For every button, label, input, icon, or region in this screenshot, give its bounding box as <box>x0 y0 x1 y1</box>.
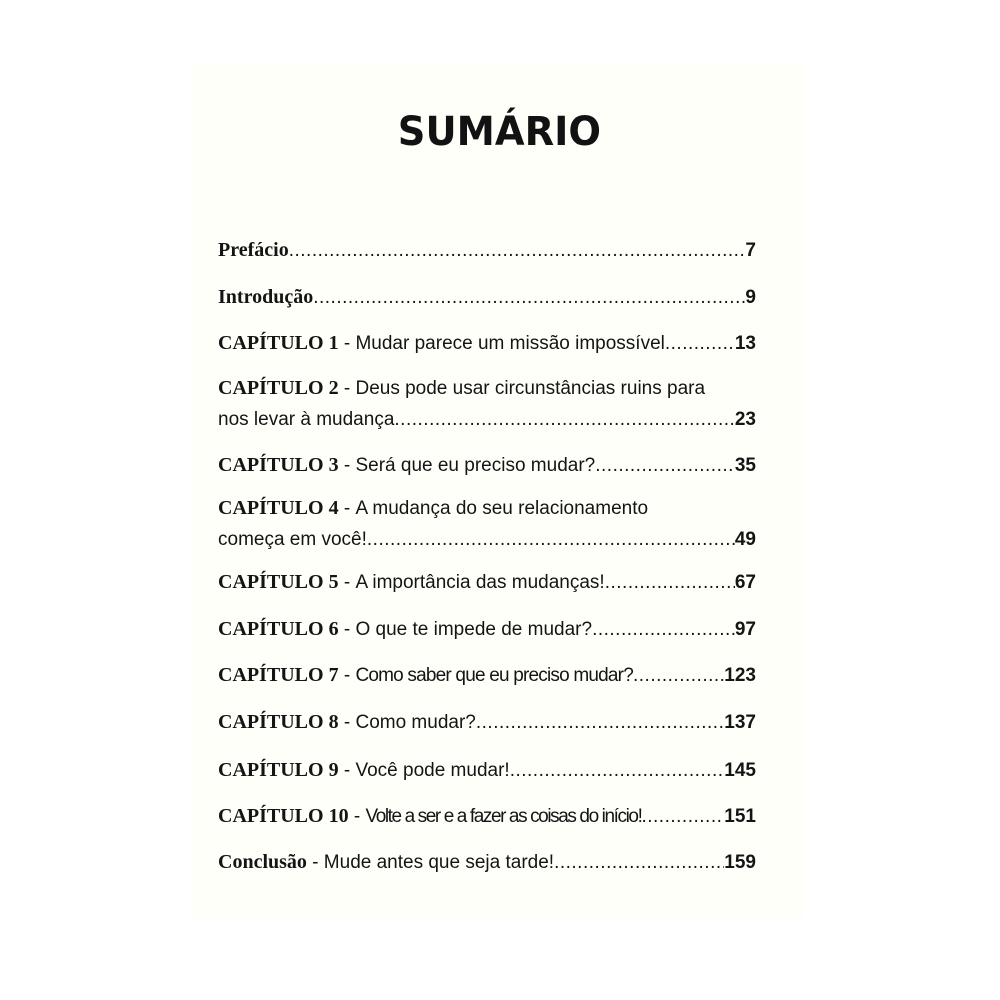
toc-entry-title: O que te impede de mudar? <box>355 619 593 640</box>
toc-page-number: 151 <box>724 806 756 827</box>
book-page <box>192 62 804 920</box>
toc-page-number: 23 <box>734 409 756 430</box>
dot-leader <box>367 524 735 556</box>
toc-page-number: 7 <box>745 240 756 261</box>
toc-separator: - <box>338 378 356 399</box>
toc-entry-title: Como mudar? <box>355 712 476 733</box>
toc-page-number: 35 <box>734 455 756 476</box>
toc-entry-title: Como saber que eu preciso mudar? <box>355 665 633 686</box>
toc-separator: - <box>338 455 356 476</box>
toc-separator: - <box>338 619 356 640</box>
dot-leader <box>289 235 746 266</box>
toc-page-number: 9 <box>745 287 756 308</box>
toc-separator: - <box>338 333 356 354</box>
toc-separator: - <box>338 712 356 733</box>
toc-entry-capitulo-9 <box>218 754 756 786</box>
toc-entry-title: Deus pode usar circunstâncias ruins para <box>355 378 706 399</box>
toc-page-number: 159 <box>724 852 756 873</box>
toc-entry-heading: CAPÍTULO 1 <box>218 332 339 354</box>
toc-entry-heading: Conclusão <box>218 851 307 873</box>
toc-entry-heading: CAPÍTULO 6 <box>218 618 339 640</box>
toc-separator: - <box>338 498 356 519</box>
toc-entry-heading: CAPÍTULO 2 <box>218 377 339 399</box>
toc-entry-capitulo-10 <box>218 800 756 832</box>
toc-entry-title-continued: começa em você! <box>218 529 367 550</box>
dot-leader <box>476 707 724 738</box>
toc-entry-heading: Prefácio <box>218 239 289 261</box>
toc-entry-heading: CAPÍTULO 10 <box>218 805 349 827</box>
toc-entry-heading: CAPÍTULO 3 <box>218 454 339 476</box>
toc-entry-heading: CAPÍTULO 4 <box>218 497 339 519</box>
dot-leader <box>605 567 735 598</box>
dot-leader <box>510 755 725 786</box>
dot-leader <box>554 847 724 878</box>
dot-leader <box>394 404 734 436</box>
toc-entry-heading: CAPÍTULO 8 <box>218 711 339 733</box>
toc-entry-capitulo-6 <box>218 613 756 645</box>
toc-entry-title: Mudar parece um missão impossível <box>355 333 665 354</box>
toc-entry-prefacio <box>218 234 756 266</box>
dot-leader <box>633 660 724 691</box>
dot-leader <box>665 328 735 359</box>
toc-entry-title: Você pode mudar! <box>355 760 510 781</box>
toc-page-number: 13 <box>734 333 756 354</box>
toc-separator: - <box>348 806 366 827</box>
toc-page-number: 137 <box>724 712 756 733</box>
toc-entry-capitulo-8 <box>218 706 756 738</box>
dot-leader <box>641 801 724 832</box>
toc-entry-heading: CAPÍTULO 5 <box>218 571 339 593</box>
toc-entry-title: A importância das mudanças! <box>355 572 605 593</box>
toc-entry-title: Será que eu preciso mudar? <box>355 455 596 476</box>
page-title: SUMÁRIO <box>397 109 602 155</box>
toc-entry-heading: Introdução <box>218 286 314 308</box>
toc-entry-introducao <box>218 281 756 313</box>
toc-entry-heading: CAPÍTULO 7 <box>218 664 339 686</box>
toc-entry-capitulo-5 <box>218 566 756 598</box>
dot-leader <box>595 450 735 481</box>
toc-entry-title: Volte a ser e a fazer as coisas do início! <box>365 806 642 827</box>
toc-page-number: 67 <box>734 572 756 593</box>
toc-entry-capitulo-2 <box>218 372 756 436</box>
toc-entry-capitulo-4 <box>218 492 756 556</box>
toc-entry-heading: CAPÍTULO 9 <box>218 759 339 781</box>
toc-entry-title-continued: nos levar à mudança <box>218 409 395 430</box>
toc-page-number: 123 <box>724 665 756 686</box>
toc-entry-capitulo-7 <box>218 659 756 691</box>
toc-entry-capitulo-3 <box>218 449 756 481</box>
toc-entry-conclusao <box>218 846 756 878</box>
toc-entry-capitulo-1 <box>218 327 756 359</box>
dot-leader <box>313 282 745 313</box>
toc-page-number: 145 <box>724 760 756 781</box>
dot-leader <box>592 614 735 645</box>
toc-page-number: 49 <box>734 529 756 550</box>
toc-entry-title: A mudança do seu relacionamento <box>355 498 649 519</box>
toc-entry-title: Mude antes que seja tarde! <box>323 852 555 873</box>
toc-separator: - <box>306 852 324 873</box>
toc-page-number: 97 <box>734 619 756 640</box>
toc-separator: - <box>338 665 356 686</box>
toc-separator: - <box>338 760 356 781</box>
toc-separator: - <box>338 572 356 593</box>
